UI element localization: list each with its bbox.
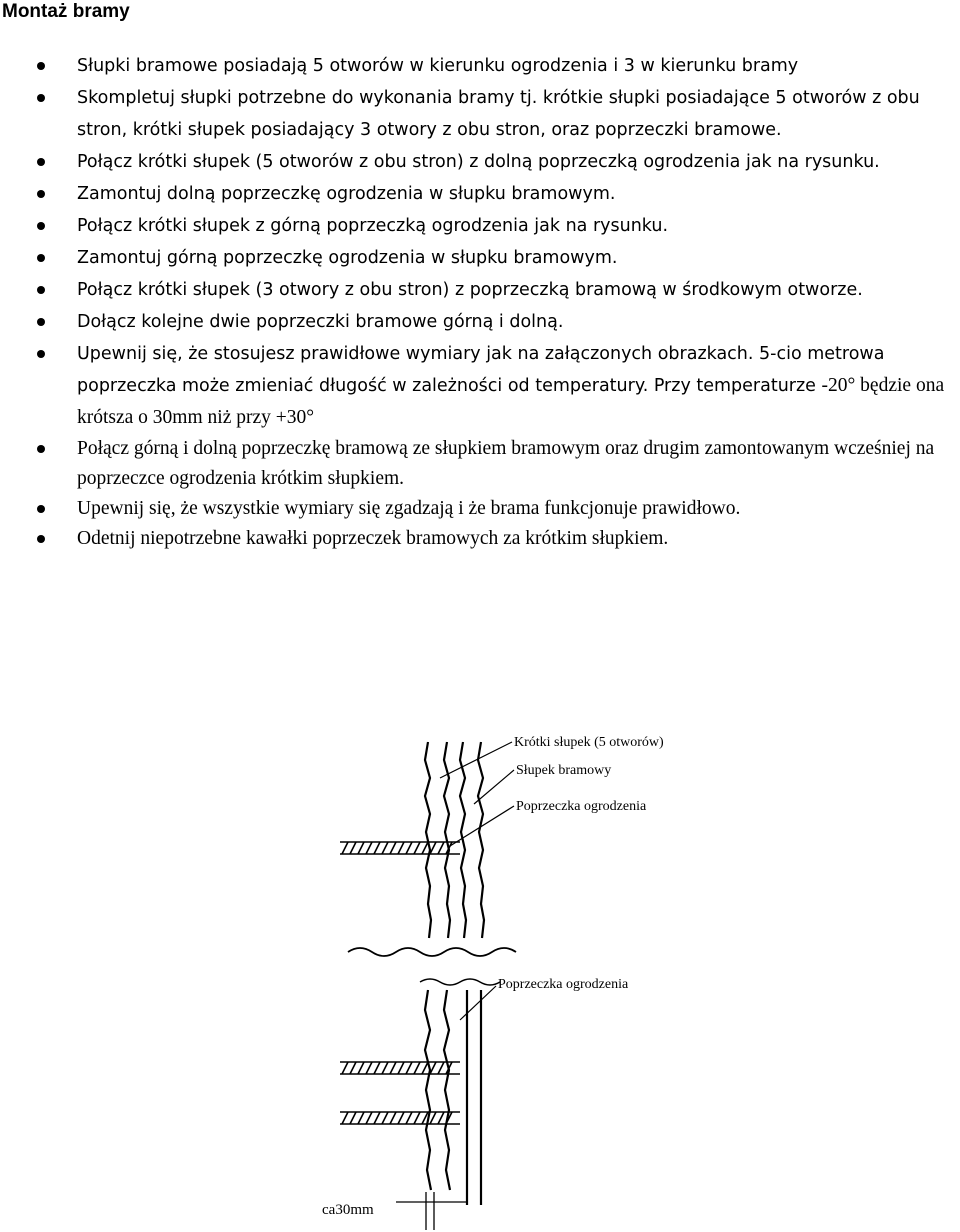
list-item-text: Słupki bramowe posiadają 5 otworów w kierunku ogrodzenia i 3 w kierunku bramy (77, 56, 799, 76)
bullet-icon (37, 535, 45, 543)
fence-rail-top (340, 842, 460, 854)
bullet-icon (37, 222, 45, 230)
list-item-text: Upewnij się, że wszystkie wymiary się zgadzają i że brama funkcjonuje prawidłowo. (77, 498, 741, 519)
list-item-text: Połącz górną i dolną poprzeczkę bramową ze słupkiem bramowym oraz drugim zamontowanym wcześniej na poprzeczce ogrodzenia krótkim słupkiem. (77, 438, 935, 489)
gap-dimension (396, 1192, 468, 1230)
bullet-icon (37, 318, 45, 326)
list-item-text: Zamontuj dolną poprzeczkę ogrodzenia w słupku bramowym. (77, 184, 616, 204)
list-item-text: Zamontuj górną poprzeczkę ogrodzenia w słupku bramowym. (77, 248, 618, 268)
list-item (0, 50, 957, 82)
bullet-icon (37, 286, 45, 294)
list-item-text: Połącz krótki słupek z górną poprzeczką ogrodzenia jak na rysunku. (77, 216, 669, 236)
list-item (0, 524, 957, 554)
list-item (0, 242, 957, 274)
leader-short-post (440, 742, 512, 778)
list-item-text: Dołącz kolejne dwie poprzeczki bramowe górną i dolną. (77, 312, 564, 332)
fence-rail-bottom (340, 1112, 460, 1124)
list-item (0, 434, 957, 494)
bullet-icon (37, 190, 45, 198)
list-item (0, 178, 957, 210)
gate-post (460, 742, 484, 938)
instruction-list (0, 50, 960, 554)
bullet-icon (37, 445, 45, 453)
label-gate-post: Słupek bramowy (516, 763, 612, 778)
list-item (0, 274, 957, 306)
list-item-text: Połącz krótki słupek (5 otworów z obu stron) z dolną poprzeczką ogrodzenia jak na rysunku. (77, 152, 880, 172)
list-item (0, 146, 957, 178)
list-item (0, 210, 957, 242)
label-gap: ca30mm (322, 1202, 374, 1218)
list-item-text-tail: -20° będzie ona krótsza o 30mm niż przy +30° (77, 375, 945, 428)
bullet-icon (37, 254, 45, 262)
label-short-post: Krótki słupek (5 otworów) (514, 735, 664, 750)
ground-line-mid (420, 979, 500, 985)
gate-assembly-diagram (300, 720, 700, 1230)
list-item-text: Połącz krótki słupek (3 otwory z obu stron) z poprzeczką bramową w środkowym otworze. (77, 280, 863, 300)
list-item-text: Upewnij się, że stosujesz prawidłowe wymiary jak na załączonych obrazkach. 5-cio metrowa poprzeczka może zmieniać długość w zależności od temperatury. Przy temperaturze (77, 344, 885, 396)
short-post-bottom (425, 990, 450, 1190)
bullet-icon (37, 505, 45, 513)
list-item-text: Skompletuj słupki potrzebne do wykonania bramy tj. krótkie słupki posiadające 5 otworów z obu stron, krótki słupek posiadający 3 otwory z obu stron, oraz poprzeczki bramowe. (77, 88, 920, 140)
list-item (0, 494, 957, 524)
leader-fence-rail (460, 986, 496, 1020)
ground-line-top (348, 948, 516, 956)
list-item (0, 306, 957, 338)
page-title: Montaż bramy (2, 1, 130, 22)
gate-post-lower (467, 990, 481, 1205)
list-item (0, 338, 957, 434)
bullet-icon (37, 158, 45, 166)
label-fence-rail: Poprzeczka ogrodzenia (498, 977, 629, 992)
bullet-icon (37, 350, 45, 358)
fence-rail-mid (340, 1062, 460, 1074)
list-item-text: Odetnij niepotrzebne kawałki poprzeczek bramowych za krótkim słupkiem. (77, 528, 669, 549)
list-item (0, 82, 957, 146)
bullet-icon (37, 62, 45, 70)
bullet-icon (37, 94, 45, 102)
label-gate-rail: Poprzeczka ogrodzenia (516, 799, 647, 814)
short-post-top (425, 742, 450, 938)
